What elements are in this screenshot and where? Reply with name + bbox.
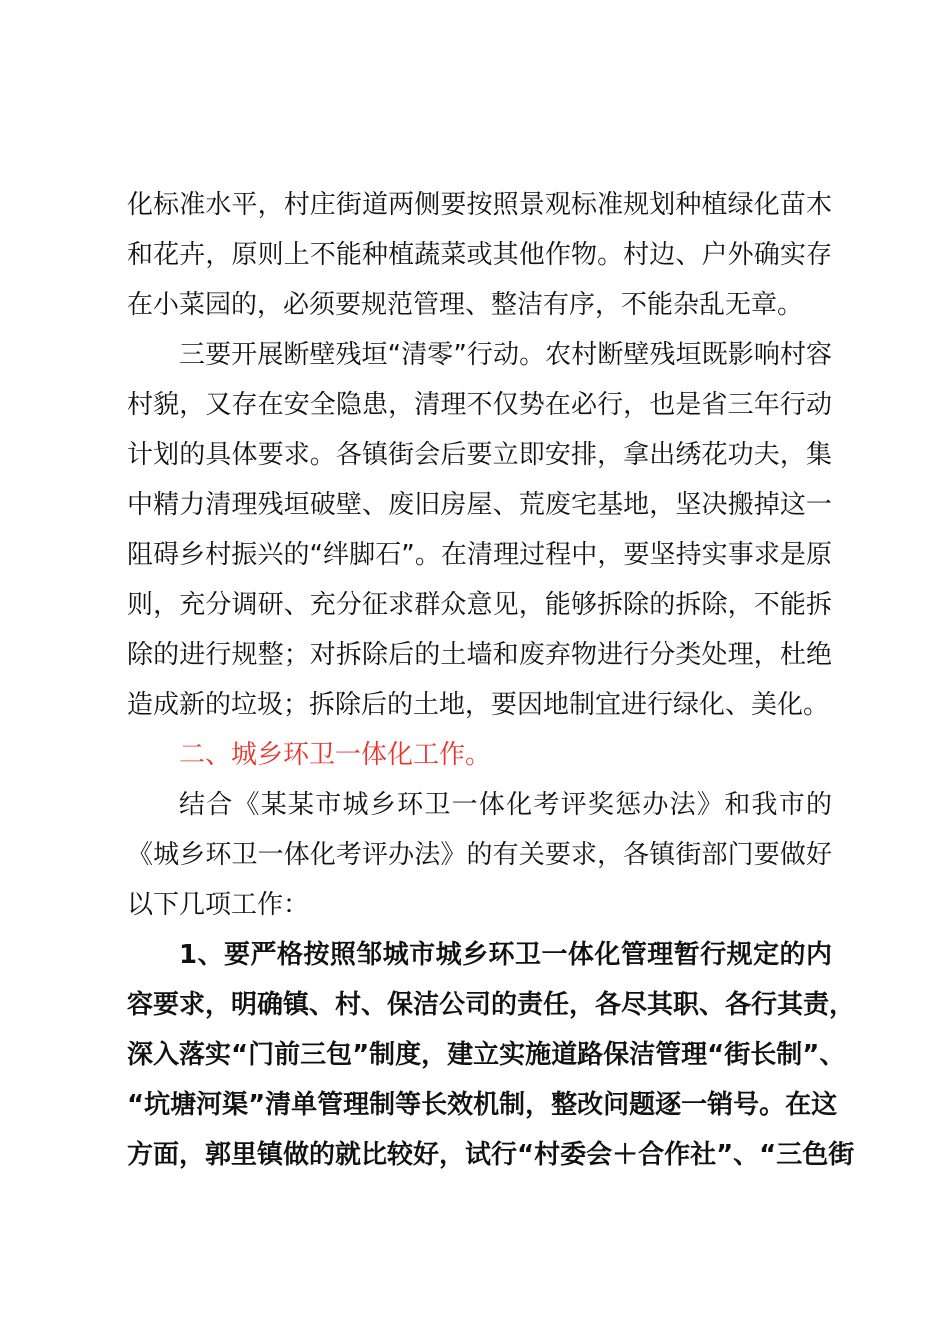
document-body	[127, 180, 856, 1180]
paragraph-assessment	[127, 780, 832, 930]
text-line: 除的进行规整；对拆除后的土墙和废弃物进行分类处理，杜绝	[127, 640, 832, 670]
text-line: 以下几项工作：	[127, 890, 310, 920]
section-heading	[127, 730, 832, 780]
text-line: 造成新的垃圾；拆除后的土地，要因地制宜进行绿化、美化。	[127, 690, 830, 720]
text-line: 村貌，又存在安全隐患，清理不仅势在必行，也是省三年行动	[127, 390, 832, 420]
text-line: 结合《某某市城乡环卫一体化考评奖惩办法》和我市的	[179, 790, 832, 820]
paragraph-ruins-clearing	[127, 330, 832, 730]
paragraph-item-1	[127, 930, 856, 1180]
text-line: 阻碍乡村振兴的“绊脚石”。在清理过程中，要坚持实事求是原	[127, 540, 832, 570]
text-line: 则，充分调研、充分征求群众意见，能够拆除的拆除，不能拆	[127, 590, 832, 620]
text-line: 深入落实“门前三包”制度，建立实施道路保洁管理“街长制”、	[127, 1040, 846, 1070]
text-line: 化标准水平，村庄街道两侧要按照景观标准规划种植绿化苗木	[127, 190, 832, 220]
heading-sanitation: 二、城乡环卫一体化工作。	[179, 740, 492, 770]
text-line: “坑塘河渠”清单管理制等长效机制，整改问题逐一销号。在这	[127, 1090, 838, 1120]
text-line: 方面，郭里镇做的就比较好，试行“村委会＋合作社”、“三色街	[127, 1140, 855, 1170]
text-line: 1、要严格按照邹城市城乡环卫一体化管理暂行规定的内	[179, 940, 832, 970]
text-line: 在小菜园的，必须要规范管理、整洁有序，不能杂乱无章。	[127, 290, 804, 320]
text-line: 和花卉，原则上不能种植蔬菜或其他作物。村边、户外确实存	[127, 240, 832, 270]
text-line: 《城乡环卫一体化考评办法》的有关要求，各镇街部门要做好	[127, 840, 832, 870]
text-line: 三要开展断壁残垣“清零”行动。农村断壁残垣既影响村容	[179, 340, 832, 370]
text-line: 计划的具体要求。各镇街会后要立即安排，拿出绣花功夫，集	[127, 440, 832, 470]
text-line: 容要求，明确镇、村、保洁公司的责任，各尽其职、各行其责，	[127, 990, 856, 1020]
text-line: 中精力清理残垣破壁、废旧房屋、荒废宅基地，坚决搬掉这一	[127, 490, 832, 520]
paragraph-greening	[127, 180, 832, 330]
